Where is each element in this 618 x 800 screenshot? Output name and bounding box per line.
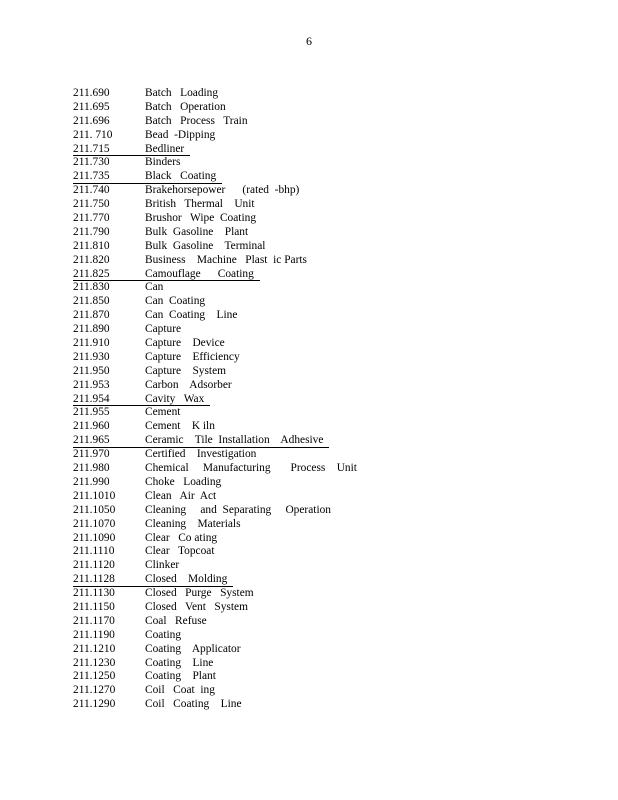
section-number: 211.990 — [73, 475, 110, 488]
section-number: 211.830 — [73, 281, 110, 294]
section-number: 211.970 — [73, 448, 110, 461]
defined-term: Coating Plant — [145, 670, 216, 683]
section-number: 211.1010 — [73, 489, 116, 502]
section-number: 211.1110 — [73, 545, 115, 558]
section-number: 211.890 — [73, 323, 110, 336]
defined-term: Capture System — [145, 364, 226, 377]
section-number: 211.740 — [73, 184, 110, 197]
section-number: 211.825 — [73, 267, 110, 280]
defined-term: Can Coating Line — [145, 309, 238, 322]
defined-term: British Thermal Unit — [145, 198, 255, 211]
section-number: 211.1128 — [73, 573, 115, 586]
defined-term: Cleaning Materials — [145, 517, 241, 530]
section-number: 211.1120 — [73, 559, 115, 572]
defined-term: Bulk Gasoline Plant — [145, 225, 249, 238]
section-number: 211.965 — [73, 434, 110, 447]
section-number: 211.715 — [73, 142, 110, 155]
defined-term: Batch Operation — [145, 100, 226, 113]
section-number: 211.1170 — [73, 614, 115, 627]
section-number: 211.870 — [73, 309, 110, 322]
defined-term: Coil Coating Line — [145, 698, 242, 711]
defined-term: Coal Refuse — [145, 614, 207, 627]
section-number: 211.810 — [73, 239, 110, 252]
section-number: 211.1290 — [73, 698, 116, 711]
section-number: 211.1270 — [73, 684, 116, 697]
section-number: 211.910 — [73, 337, 110, 350]
section-number: 211. 710 — [73, 128, 113, 141]
defined-term: Certified Investigation — [145, 448, 257, 461]
section-number: 211.980 — [73, 462, 110, 475]
defined-term: Closed Vent System — [145, 600, 248, 613]
section-number: 211.790 — [73, 225, 110, 238]
defined-term: Bedliner — [145, 142, 185, 155]
section-number: 211.735 — [73, 170, 110, 183]
section-number: 211.1070 — [73, 517, 116, 530]
defined-term: Cement K iln — [145, 420, 215, 433]
defined-term: Clean Air Act — [145, 489, 217, 502]
section-number: 211.850 — [73, 295, 110, 308]
defined-term: Bead -Dipping — [145, 128, 216, 141]
section-number: 211.730 — [73, 156, 110, 169]
defined-term: Closed Molding — [145, 573, 228, 586]
section-number: 211.1090 — [73, 531, 116, 544]
defined-term: Black Coating — [145, 170, 217, 183]
defined-term: Can — [145, 281, 164, 294]
defined-term: Business Machine Plast ic Parts — [145, 253, 307, 266]
section-number: 211.953 — [73, 378, 110, 391]
section-number: 211.696 — [73, 114, 110, 127]
section-number: 211.1250 — [73, 670, 116, 683]
section-number: 211.1150 — [73, 600, 115, 613]
section-number: 211.695 — [73, 100, 110, 113]
section-number: 211.1130 — [73, 587, 115, 600]
defined-term: Batch Loading — [145, 87, 219, 99]
defined-term: Cleaning and Separating Operation — [145, 503, 331, 516]
section-number: 211.1230 — [73, 656, 116, 669]
defined-term: Bulk Gasoline Terminal — [145, 239, 266, 252]
defined-term: Capture — [145, 323, 182, 336]
defined-term: Coating Line — [145, 656, 214, 669]
defined-term: Capture Efficiency — [145, 350, 240, 363]
section-number: 211.955 — [73, 406, 110, 419]
defined-term: Cavity Wax — [145, 392, 205, 405]
section-number: 211.770 — [73, 212, 110, 225]
section-number: 211.950 — [73, 364, 110, 377]
defined-term: Coating — [145, 628, 182, 641]
defined-term: Clear Co ating — [145, 531, 218, 544]
section-number: 211.960 — [73, 420, 110, 433]
defined-term: Carbon Adsorber — [145, 378, 232, 391]
defined-term: Brakehorsepower (rated -bhp) — [145, 184, 300, 197]
defined-term: Clear Topcoat — [145, 545, 215, 558]
defined-term: Coil Coat ing — [145, 684, 215, 697]
defined-term: Ceramic Tile Installation Adhesive — [145, 434, 324, 447]
defined-term: Cement — [145, 406, 181, 419]
section-number: 211.750 — [73, 198, 110, 211]
page-number: 6 — [306, 34, 312, 48]
defined-term: Clinker — [145, 559, 180, 572]
defined-term: Batch Process Train — [145, 114, 248, 127]
section-number: 211.954 — [73, 392, 110, 405]
defined-term: Can Coating — [145, 295, 206, 308]
defined-term: Camouflage Coating — [145, 267, 254, 280]
defined-term: Choke Loading — [145, 475, 222, 488]
section-number: 211.930 — [73, 350, 110, 363]
section-number: 211.1050 — [73, 503, 116, 516]
defined-term: Chemical Manufacturing Process Unit — [145, 462, 357, 475]
section-number: 211.1210 — [73, 642, 116, 655]
defined-term: Brushor Wipe Coating — [145, 212, 257, 225]
defined-term: Binders — [145, 156, 181, 169]
defined-term: Coating Applicator — [145, 642, 241, 655]
section-number: 211.1190 — [73, 628, 115, 641]
defined-term: Closed Purge System — [145, 587, 254, 600]
section-number: 211.690 — [73, 87, 110, 99]
section-number: 211.820 — [73, 253, 110, 266]
defined-term: Capture Device — [145, 337, 225, 350]
